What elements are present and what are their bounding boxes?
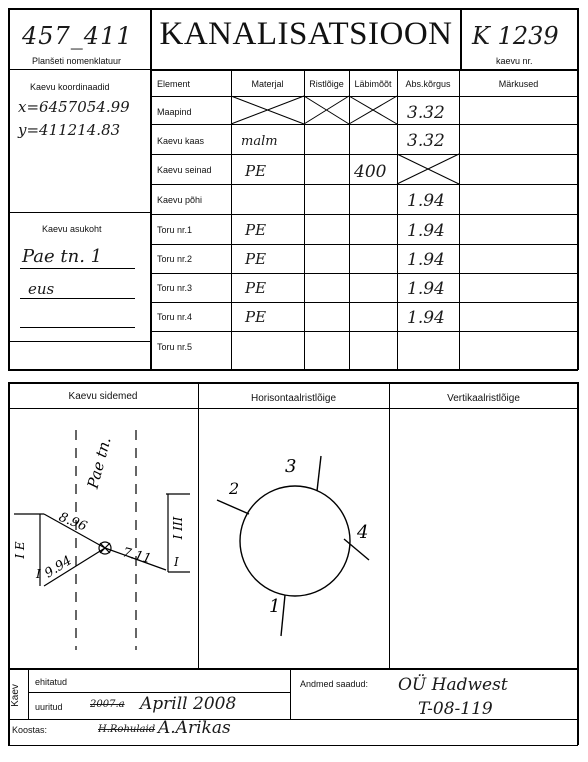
table-cell-material: malm [241, 134, 278, 149]
links-label: Kaevu sidemed [68, 391, 138, 402]
label-right-bottom: I [174, 555, 179, 569]
pipe-label-1: 1 [269, 596, 281, 617]
table-row-element: Kaevu põhi [157, 195, 203, 205]
source-code: T-08-119 [418, 699, 493, 719]
table-row-element: Maapind [157, 107, 192, 117]
col-header-section: Ristlõige [309, 79, 344, 89]
table-cell-height: 3.32 [407, 103, 445, 123]
well-label: kaevu nr. [496, 56, 533, 66]
table-cell-height: 1.94 [407, 250, 445, 270]
source-value: OÜ Hadwest [398, 675, 508, 695]
table-cell-diameter: 400 [354, 162, 387, 182]
table-cell-height: 1.94 [407, 308, 445, 328]
col-header-element: Element [157, 79, 191, 89]
vertical-section-label: Vertikaalristlõige [447, 393, 520, 404]
table-cell-height: 1.94 [407, 221, 445, 241]
author-struck: H.Rohulaid [98, 724, 156, 735]
table-row-element: Toru nr.3 [157, 283, 193, 293]
table-row-element: Toru nr.4 [157, 312, 193, 322]
table-cell-material: PE [245, 250, 267, 268]
table-cell-material: PE [245, 279, 267, 297]
street-name: Pae tn. [83, 435, 115, 491]
links-sketch [10, 410, 198, 668]
label-left-bottom: I [36, 567, 41, 581]
author-label: Koostas: [12, 725, 48, 735]
location-line2: eus [28, 280, 55, 298]
pipe-label-2: 2 [229, 479, 240, 498]
horizontal-section-label: Horisontaalristlõige [250, 393, 337, 404]
col-header-diameter: Läbimõõt [354, 79, 392, 89]
built-label: ehitatud [35, 677, 68, 687]
surveyed-value: Aprill 2008 [140, 694, 237, 714]
table-row-element: Kaevu seinad [157, 165, 212, 175]
dist-right: 7.11 [121, 545, 153, 567]
table-cell-height: 3.32 [407, 131, 445, 151]
table-cell-material: PE [245, 308, 267, 326]
location-line1: Pae tn. 1 [22, 246, 103, 267]
pipe-label-3: 3 [285, 456, 297, 477]
surveyed-label: uuritud [35, 702, 63, 712]
dist-left: 9.94 [42, 553, 75, 582]
table-cell-material: PE [245, 162, 267, 180]
col-header-height: Abs.kõrgus [405, 79, 451, 89]
table-cell-height: 1.94 [407, 279, 445, 299]
col-header-notes: Märkused [498, 79, 539, 89]
sheet-number: 457_411 [22, 22, 133, 50]
surveyed-struck: 2007.a [90, 699, 125, 710]
coord-x: x=6457054.99 [18, 98, 130, 116]
pipe-label-4: 4 [357, 522, 369, 543]
table-row-element: Kaevu kaas [157, 136, 205, 146]
well-side-label: Kaev [9, 684, 21, 707]
coords-label: Kaevu koordinaadid [30, 82, 110, 92]
table-cell-height: 1.94 [407, 191, 445, 211]
table-cell-material: PE [245, 221, 267, 239]
location-label: Kaevu asukoht [42, 224, 102, 234]
sheet-label: Planšeti nomenklatuur [32, 56, 122, 66]
source-label: Andmed saadud: [300, 679, 369, 689]
table-row-element: Toru nr.5 [157, 342, 193, 352]
label-right: I III [171, 516, 185, 540]
table-row-element: Toru nr.2 [157, 254, 193, 264]
data-table [151, 70, 578, 370]
coord-y: y=411214.83 [18, 121, 121, 139]
well-code: K 1239 [472, 22, 559, 50]
crossed-cells [151, 70, 578, 370]
col-header-material: Materjal [251, 79, 284, 89]
horizontal-sketch [199, 410, 389, 668]
page-title: KANALISATSIOON [159, 16, 453, 52]
label-left: I E [13, 541, 27, 559]
dist-top: 8.96 [56, 509, 89, 535]
author-value: A.Arikas [158, 718, 231, 738]
table-row-element: Toru nr.1 [157, 225, 193, 235]
